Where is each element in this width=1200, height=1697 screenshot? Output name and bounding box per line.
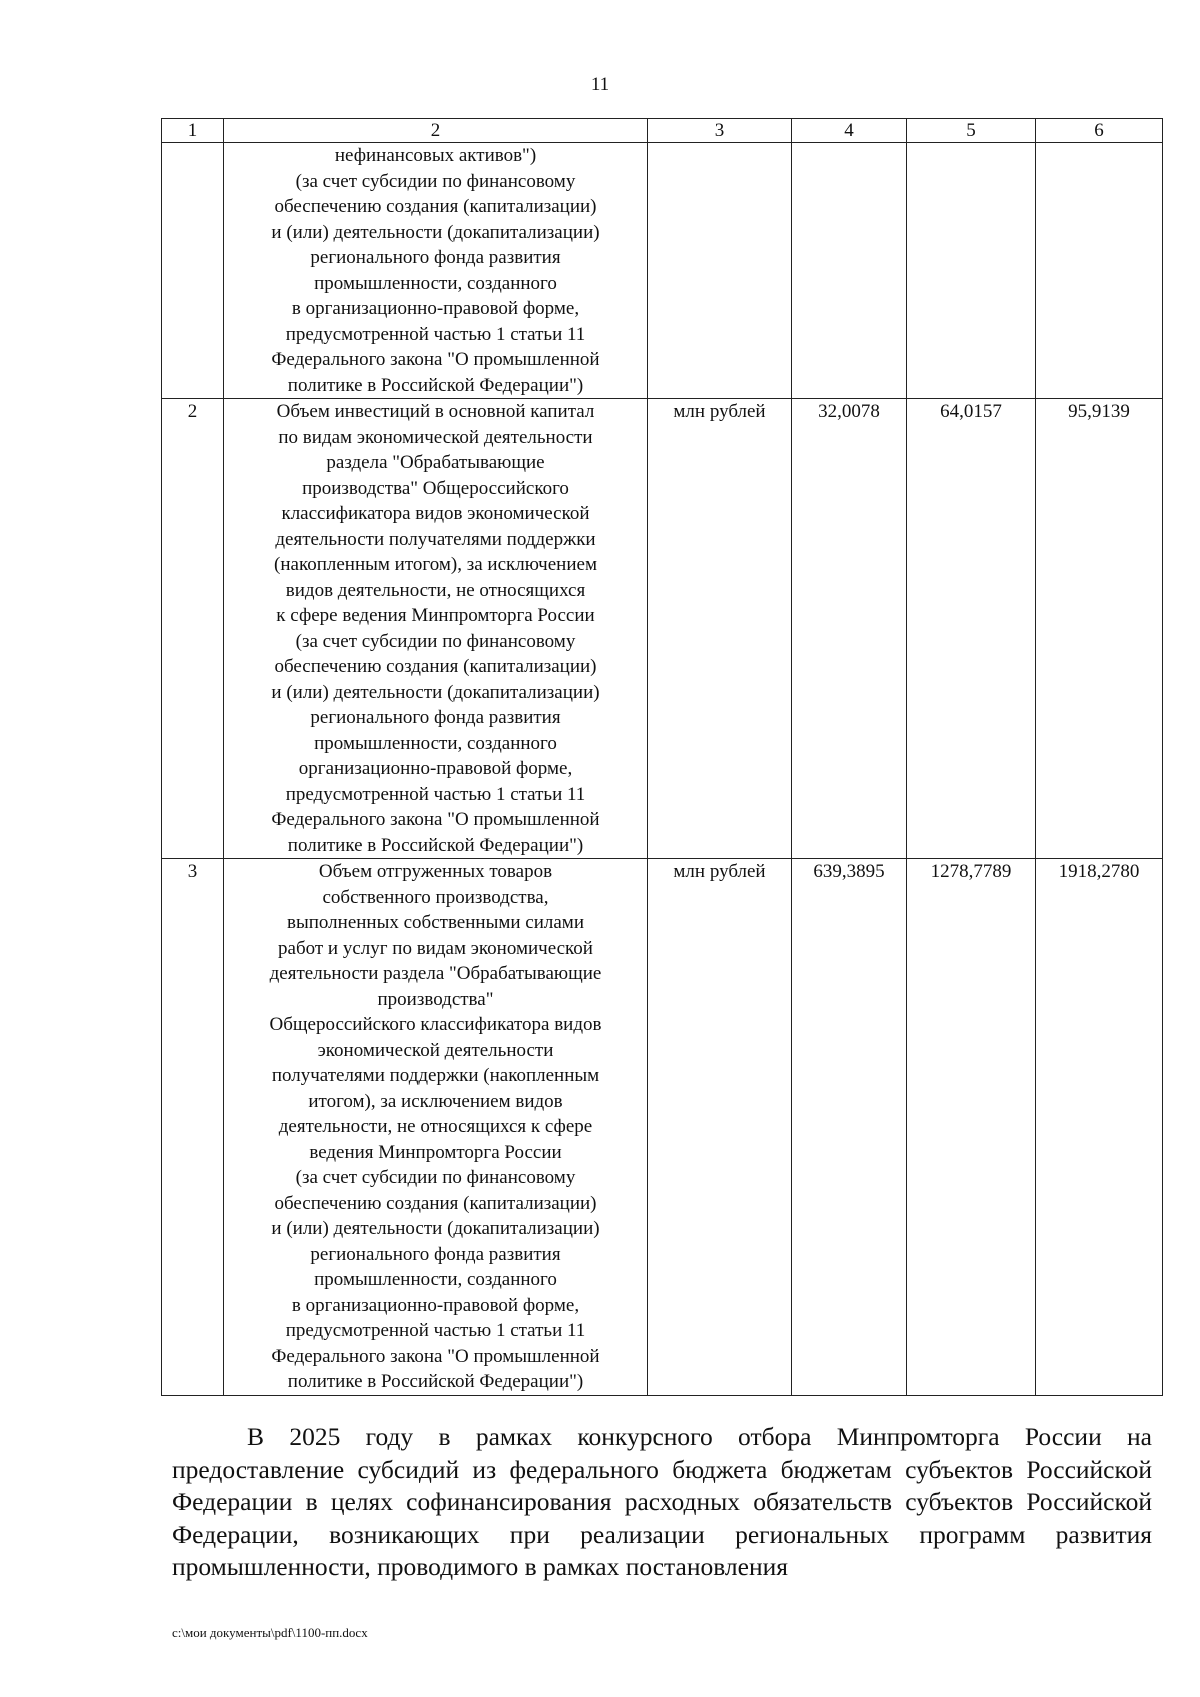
row-unit: млн рублей <box>648 859 792 1396</box>
row-number: 3 <box>162 859 224 1396</box>
row-value-6: 1918,2780 <box>1036 859 1163 1396</box>
row-number: 2 <box>162 399 224 859</box>
row-value-5: 64,0157 <box>907 399 1036 859</box>
row-unit: млн рублей <box>648 399 792 859</box>
body-paragraph: В 2025 году в рамках конкурсного отбора Минпромторга России на предоставление субсидий из федерального бюджета бюджетам субъектов Российской Федерации в целях софинансирования расходных обязательств субъектов Российской Федерации, возникающих при реализации региональных программ развития промышленности, проводимого в рамках постановления <box>172 1422 1152 1581</box>
table-row <box>162 859 1163 1396</box>
table-row <box>162 399 1163 859</box>
table-row <box>162 143 1163 399</box>
row-unit <box>648 143 792 399</box>
row-value-5 <box>907 143 1036 399</box>
header-col-4: 4 <box>792 119 907 143</box>
table-header-row <box>162 119 1163 143</box>
header-col-1: 1 <box>162 119 224 143</box>
header-col-3: 3 <box>648 119 792 143</box>
indicators-table <box>161 118 1163 1396</box>
page-number: 11 <box>590 74 610 95</box>
row-description: нефинансовых активов") (за счет субсидии по финансовому обеспечению создания (капитализации) и (или) деятельности (докапитализации) регионального фонда развития промышленности, созданного в организационно-правовой форме, предусмотренной частью 1 статьи 11 Федерального закона "О промышленной политике в Российской Федерации") <box>224 143 648 399</box>
header-col-6: 6 <box>1036 119 1163 143</box>
footer-file-path: c:\мои документы\pdf\1100-пп.docx <box>172 1625 368 1640</box>
row-number <box>162 143 224 399</box>
header-col-5: 5 <box>907 119 1036 143</box>
row-value-4: 32,0078 <box>792 399 907 859</box>
row-value-6: 95,9139 <box>1036 399 1163 859</box>
row-value-4: 639,3895 <box>792 859 907 1396</box>
row-value-5: 1278,7789 <box>907 859 1036 1396</box>
row-description: Объем инвестиций в основной капитал по видам экономической деятельности раздела "Обрабатывающие производства" Общероссийского классификатора видов экономической деятельности получателями поддержки (накопленным итогом), за исключением видов деятельности, не относящихся к сфере ведения Минпромторга России (за счет субсидии по финансовому обеспечению создания (капитализации) и (или) деятельности (докапитализации) регионального фонда развития промышленности, созданного организационно-правовой форме, предусмотренной частью 1 статьи 11 Федерального закона "О промышленной политике в Российской Федерации") <box>224 399 648 859</box>
header-col-2: 2 <box>224 119 648 143</box>
row-value-6 <box>1036 143 1163 399</box>
row-value-4 <box>792 143 907 399</box>
row-description: Объем отгруженных товаров собственного производства, выполненных собственными силами работ и услуг по видам экономической деятельности раздела "Обрабатывающие производства" Общероссийского классификатора видов экономической деятельности получателями поддержки (накопленным итогом), за исключением видов деятельности, не относящихся к сфере ведения Минпромторга России (за счет субсидии по финансовому обеспечению создания (капитализации) и (или) деятельности (докапитализации) регионального фонда развития промышленности, созданного в организационно-правовой форме, предусмотренной частью 1 статьи 11 Федерального закона "О промышленной политике в Российской Федерации") <box>224 859 648 1396</box>
